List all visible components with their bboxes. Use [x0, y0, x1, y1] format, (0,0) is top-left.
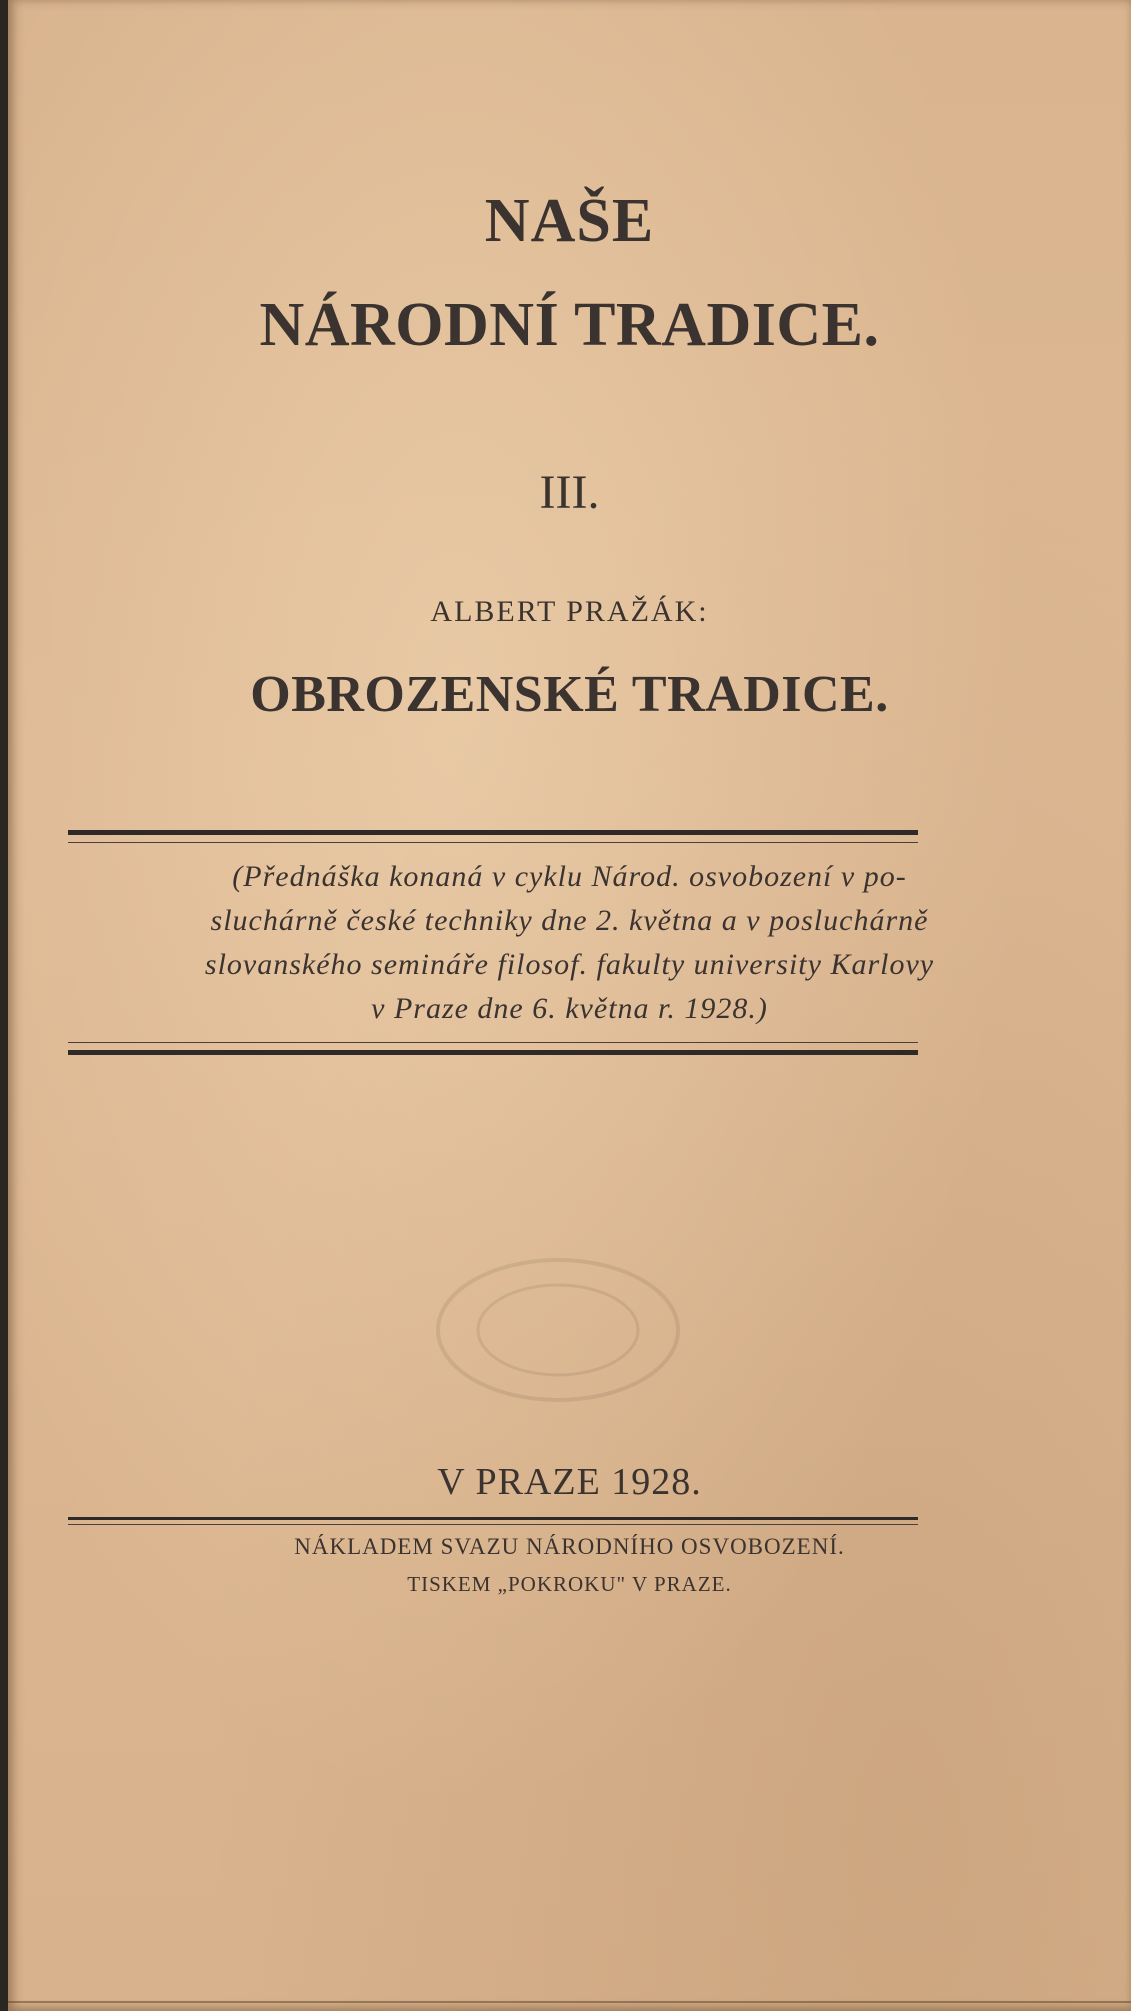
watermark-stamp	[408, 1230, 708, 1430]
author-name: ALBERT PRAŽÁK:	[430, 595, 709, 628]
place-and-year: V PRAZE 1928.	[437, 1461, 702, 1503]
imprint-rule-thin	[68, 1524, 918, 1525]
lecture-note-line: sluchárně české techniky dne 2. května a v posluchárně	[210, 904, 929, 937]
printer-line: TISKEM „POKROKU" V PRAZE.	[407, 1572, 732, 1596]
page-bottom-edge	[8, 2001, 1131, 2003]
lecture-note-line: v Praze dne 6. května r. 1928.)	[371, 992, 768, 1025]
volume-number: III.	[539, 466, 600, 519]
book-title: OBROZENSKÉ TRADICE.	[250, 666, 889, 723]
lecture-note-line: (Přednáška konaná v cyklu Národ. osvobození v po-	[232, 860, 907, 893]
title-page	[8, 0, 1131, 2011]
lecture-note	[8, 855, 1131, 1031]
divider-rule-top	[68, 830, 918, 835]
imprint-rule	[68, 1517, 918, 1520]
series-title-line-2: NÁRODNÍ TRADICE.	[259, 291, 880, 359]
lecture-note-line: slovanského semináře filosof. fakulty university Karlovy	[204, 948, 935, 981]
publisher-line: NÁKLADEM SVAZU NÁRODNÍHO OSVOBOZENÍ.	[294, 1534, 845, 1559]
series-title-line-1: NAŠE	[484, 187, 655, 255]
divider-rule-top-thin	[68, 842, 918, 843]
divider-rule-bottom-thin	[68, 1042, 918, 1043]
divider-rule-bottom	[68, 1050, 918, 1055]
